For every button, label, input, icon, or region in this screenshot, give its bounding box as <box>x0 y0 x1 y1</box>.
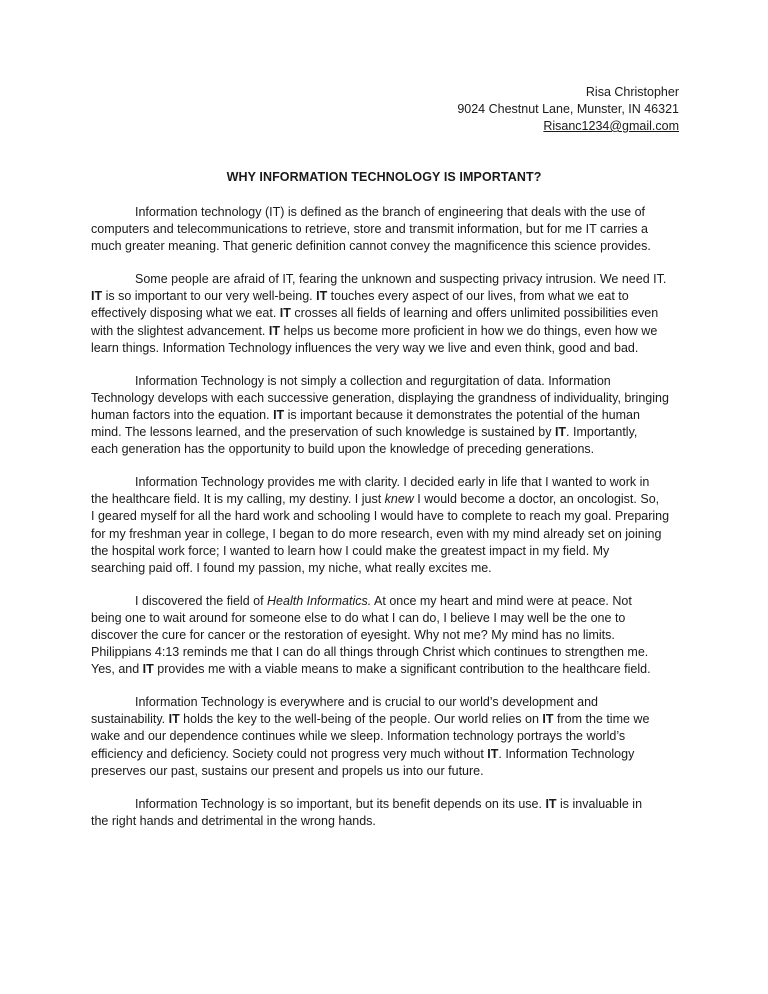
text-run: Information Technology is everywhere and is crucial to our world’s development and <box>135 695 598 710</box>
text-run: is important because it demonstrates the potential of the human <box>284 407 640 422</box>
paragraph <box>91 593 681 678</box>
text-line <box>91 491 681 508</box>
text-run: the hospital work force; I wanted to learn how I could make the greatest impact in my field. My <box>91 543 610 558</box>
text-run: much greater meaning. That generic definition cannot convey the magnificence this science provides. <box>91 239 651 254</box>
italic-text: knew <box>384 492 414 507</box>
text-run: being one to wait around for someone else to do what I can do, I believe I may well be the one to <box>91 610 626 625</box>
text-line <box>91 373 681 390</box>
text-run: human factors into the equation. <box>91 407 274 422</box>
text-run: efficiency and deficiency. Society could not progress very much without <box>91 746 488 761</box>
text-line <box>91 390 681 407</box>
text-run: with the slightest advancement. <box>91 323 269 338</box>
text-run: Technology develops with each successive generation, displaying the grandness of individuality, bringing <box>91 390 669 405</box>
author-address: 9024 Chestnut Lane, Munster, IN 46321 <box>457 102 679 116</box>
text-line <box>91 305 681 322</box>
text-line <box>91 424 681 441</box>
essay-body <box>91 204 681 846</box>
bold-text: IT <box>268 323 280 338</box>
text-line <box>91 508 681 525</box>
bold-text: IT <box>545 796 557 811</box>
text-run: At once my heart and mind were at peace. Not <box>371 593 632 608</box>
text-run: provides me with a viable means to make a significant contribution to the healthcare field. <box>153 662 651 677</box>
text-line <box>91 813 681 830</box>
text-run: computers and telecommunications to retrieve, store and transmit information, but for me IT carries a <box>91 222 648 237</box>
paragraph <box>91 796 681 830</box>
text-run: searching paid off. I found my passion, my niche, what really excites me. <box>91 560 492 575</box>
text-line <box>91 543 681 560</box>
text-run: . Information Technology <box>498 746 635 761</box>
text-run: Information technology (IT) is defined as the branch of engineering that deals with the use of <box>135 205 646 219</box>
bold-text: IT <box>142 662 154 677</box>
text-run: . Importantly, <box>566 425 638 440</box>
text-run: for my freshman year in college, I began to do more research, even with my mind already set on joining <box>91 526 662 541</box>
text-run: Some people are afraid of IT, fearing the unknown and suspecting privacy intrusion. We need IT. <box>135 272 667 287</box>
text-line <box>91 407 681 424</box>
bold-text: IT <box>542 712 554 727</box>
text-run: I would become a doctor, an oncologist. So, <box>413 492 660 507</box>
text-line <box>91 593 681 610</box>
text-line <box>91 711 681 728</box>
text-line <box>91 728 681 745</box>
text-run: touches every aspect of our lives, from what we eat to <box>327 289 629 304</box>
text-line <box>91 238 681 255</box>
text-run: Information Technology is so important, but its benefit depends on its use. <box>135 796 546 811</box>
text-run: learn things. Information Technology influences the very way we live and even think, good and bad. <box>91 340 639 355</box>
text-run: Information Technology provides me with clarity. I decided early in life that I wanted to work in <box>135 475 650 490</box>
bold-text: IT <box>487 746 499 761</box>
text-run: I geared myself for all the hard work and schooling I would have to complete to reach my goal. Preparing <box>91 509 670 524</box>
bold-text: IT <box>91 289 103 304</box>
text-line <box>91 796 681 813</box>
text-line <box>91 204 681 221</box>
text-line <box>91 694 681 711</box>
text-run: I discovered the field of <box>135 593 268 608</box>
text-run: sustainability. <box>91 712 169 727</box>
text-run: crosses all fields of learning and offers unlimited possibilities even <box>290 306 659 321</box>
bold-text: IT <box>554 425 567 440</box>
bold-text: IT <box>273 407 285 422</box>
text-line <box>91 288 681 305</box>
text-run: Philippians 4:13 reminds me that I can do all things through Christ which continues to strengthen me. <box>91 645 649 660</box>
text-line <box>91 560 681 577</box>
text-run: Yes, and <box>91 662 143 677</box>
text-run: wake and our dependence continues while we sleep. Information technology portrays the world’s <box>91 729 626 744</box>
text-run: the healthcare field. It is my calling, my destiny. I just <box>91 492 385 507</box>
text-line <box>91 627 681 644</box>
text-line <box>91 474 681 491</box>
text-run: holds the key to the well-being of the people. Our world relies on <box>179 712 543 727</box>
text-run: preserves our past, sustains our present and propels us into our future. <box>91 763 484 778</box>
text-run: is invaluable in <box>556 796 643 811</box>
text-run: from the time we <box>553 712 650 727</box>
text-run: is so important to our very well-being. <box>102 289 317 304</box>
paragraph <box>91 474 681 577</box>
author-name: Risa Christopher <box>585 85 679 99</box>
bold-text: IT <box>279 306 291 321</box>
author-email: Risanc1234@gmail.com <box>543 119 679 133</box>
text-line <box>91 746 681 763</box>
italic-text: Health Informatics. <box>267 593 372 608</box>
text-run: helps us become more proficient in how we do things, even how we <box>279 323 658 338</box>
text-run: each generation has the opportunity to build upon the knowledge of preceding generations. <box>91 442 595 457</box>
text-line <box>91 610 681 627</box>
author-block <box>457 84 679 135</box>
text-line <box>91 340 681 357</box>
text-line <box>91 661 681 678</box>
text-line <box>91 323 681 340</box>
text-line <box>91 644 681 661</box>
text-run: mind. The lessons learned, and the preservation of such knowledge is sustained by <box>91 425 555 440</box>
text-run: discover the cure for cancer or the restoration of eyesight. Why not me? My mind has no limits. <box>91 627 615 642</box>
text-line <box>91 271 681 288</box>
text-line <box>91 221 681 238</box>
text-run: Information Technology is not simply a collection and regurgitation of data. Information <box>135 373 611 388</box>
text-line <box>91 441 681 458</box>
paragraph <box>91 373 681 458</box>
text-run: the right hands and detrimental in the wrong hands. <box>91 813 376 828</box>
paragraph <box>91 694 681 779</box>
bold-text: IT <box>316 289 328 304</box>
text-line <box>91 763 681 780</box>
document-title: WHY INFORMATION TECHNOLOGY IS IMPORTANT? <box>226 170 542 184</box>
bold-text: IT <box>168 712 180 727</box>
paragraph <box>91 204 681 255</box>
text-run: effectively disposing what we eat. <box>91 306 280 321</box>
text-line <box>91 526 681 543</box>
paragraph <box>91 271 681 356</box>
